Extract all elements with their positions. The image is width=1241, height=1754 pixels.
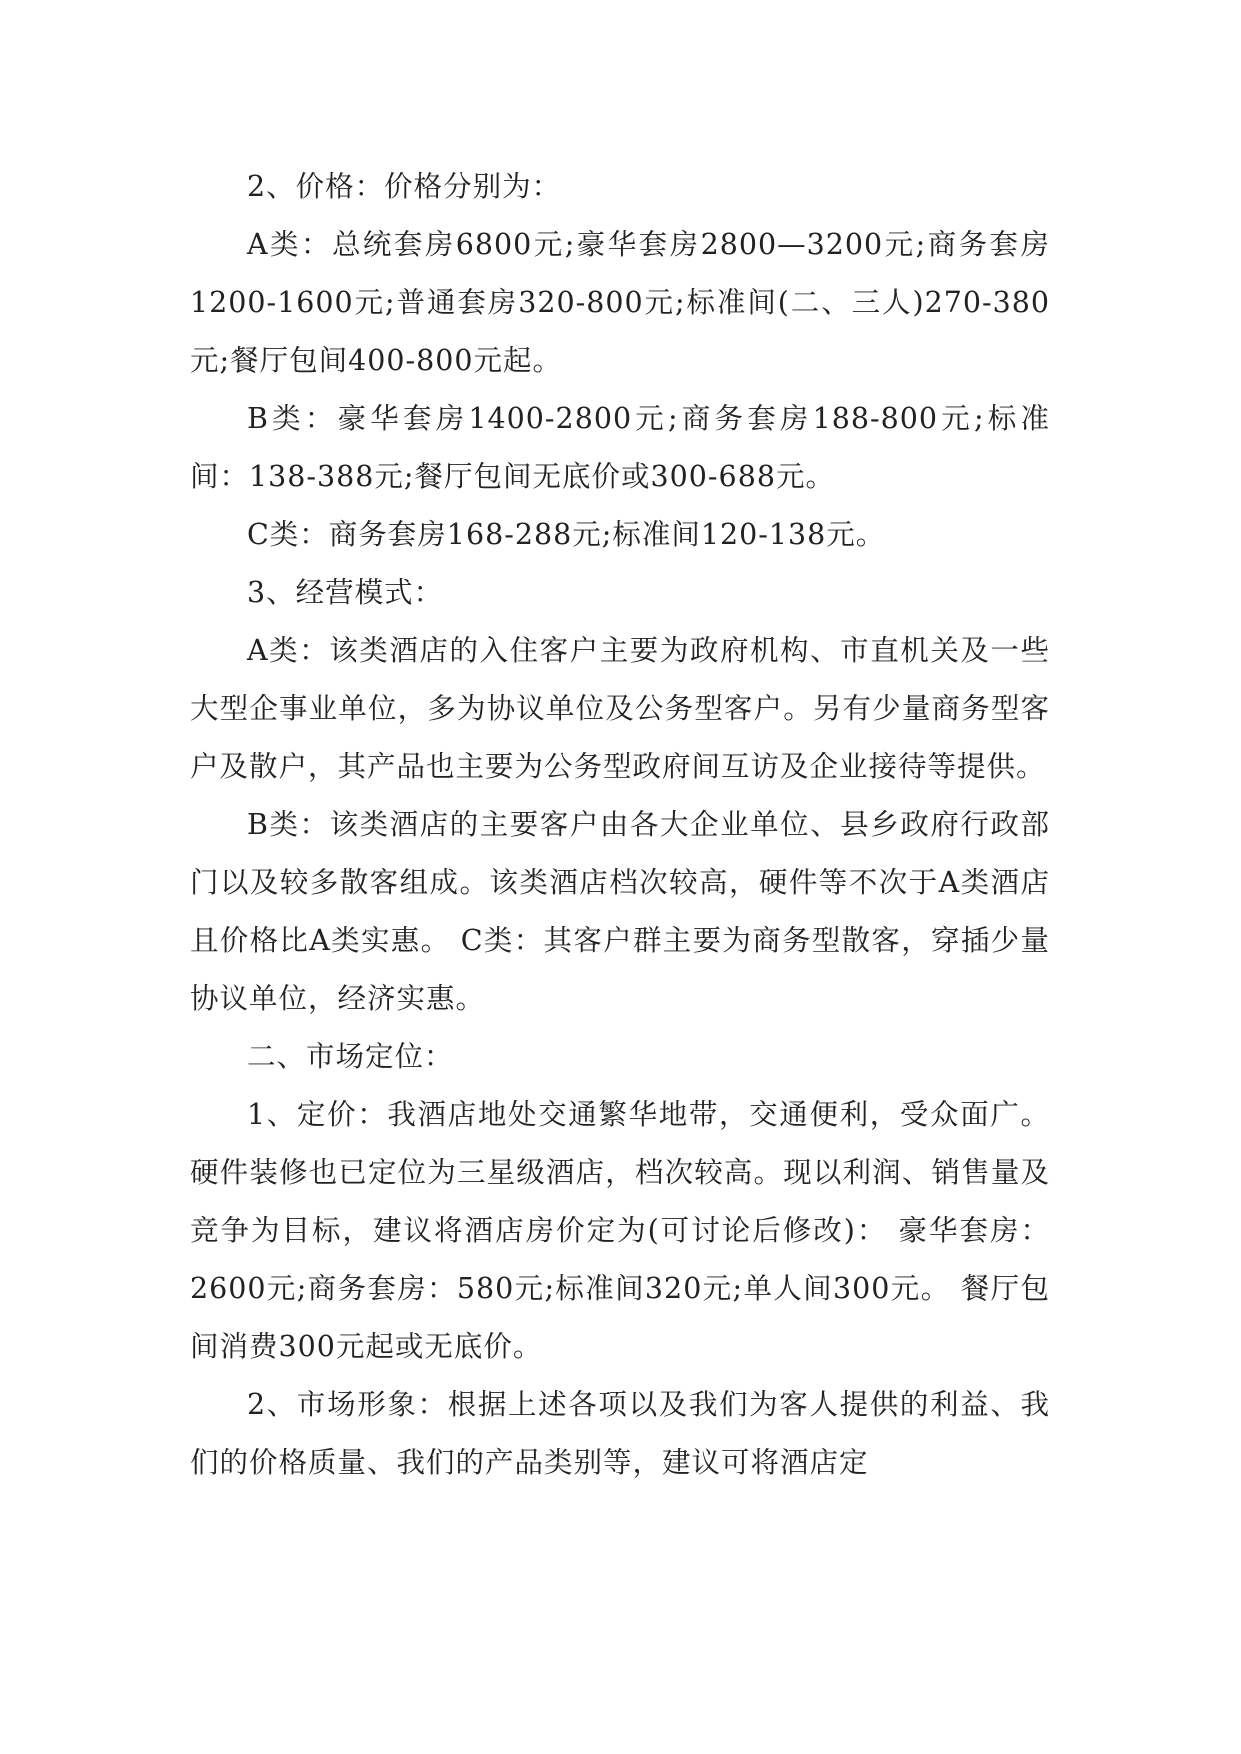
document-page [190, 158, 1050, 1492]
business-model-class-b-c: B类：该类酒店的主要客户由各大企业单位、县乡政府行政部门以及较多散客组成。该类酒店档次较高，硬件等不次于A类酒店且价格比A类实惠。 C类：其客户群主要为商务型散客，穿插少量协议单位，经济实惠。 [190, 808, 1050, 1015]
price-class-b: B类：豪华套房1400-2800元;商务套房188-800元;标准间：138-388元;餐厅包间无底价或300-688元。 [190, 402, 1050, 493]
price-heading: 2、价格：价格分别为： [247, 170, 562, 203]
price-class-a: A类：总统套房6800元;豪华套房2800—3200元;商务套房1200-1600元;普通套房320-800元;标准间(二、三人)270-380元;餐厅包间400-800元起。 [190, 228, 1050, 377]
market-image-paragraph: 2、市场形象：根据上述各项以及我们为客人提供的利益、我们的价格质量、我们的产品类别等，建议可将酒店定 [190, 1388, 1050, 1479]
price-class-c: C类：商务套房168-288元;标准间120-138元。 [247, 518, 886, 551]
business-model-class-a: A类：该类酒店的入住客户主要为政府机构、市直机关及一些大型企事业单位，多为协议单位及公务型客户。另有少量商务型客户及散户，其产品也主要为公务型政府间互访及企业接待等提供。 [190, 634, 1050, 783]
pricing-paragraph: 1、定价：我酒店地处交通繁华地带，交通便利，受众面广。硬件装修也已定位为三星级酒店，档次较高。现以利润、销售量及竞争为目标，建议将酒店房价定为(可讨论后修改)： 豪华套房：2600元;商务套房：580元;标准间320元;单人间300元。 餐厅包间消费300元起或无底价。 [190, 1098, 1050, 1363]
market-positioning-heading: 二、市场定位： [247, 1040, 454, 1073]
business-model-heading: 3、经营模式： [247, 576, 444, 609]
